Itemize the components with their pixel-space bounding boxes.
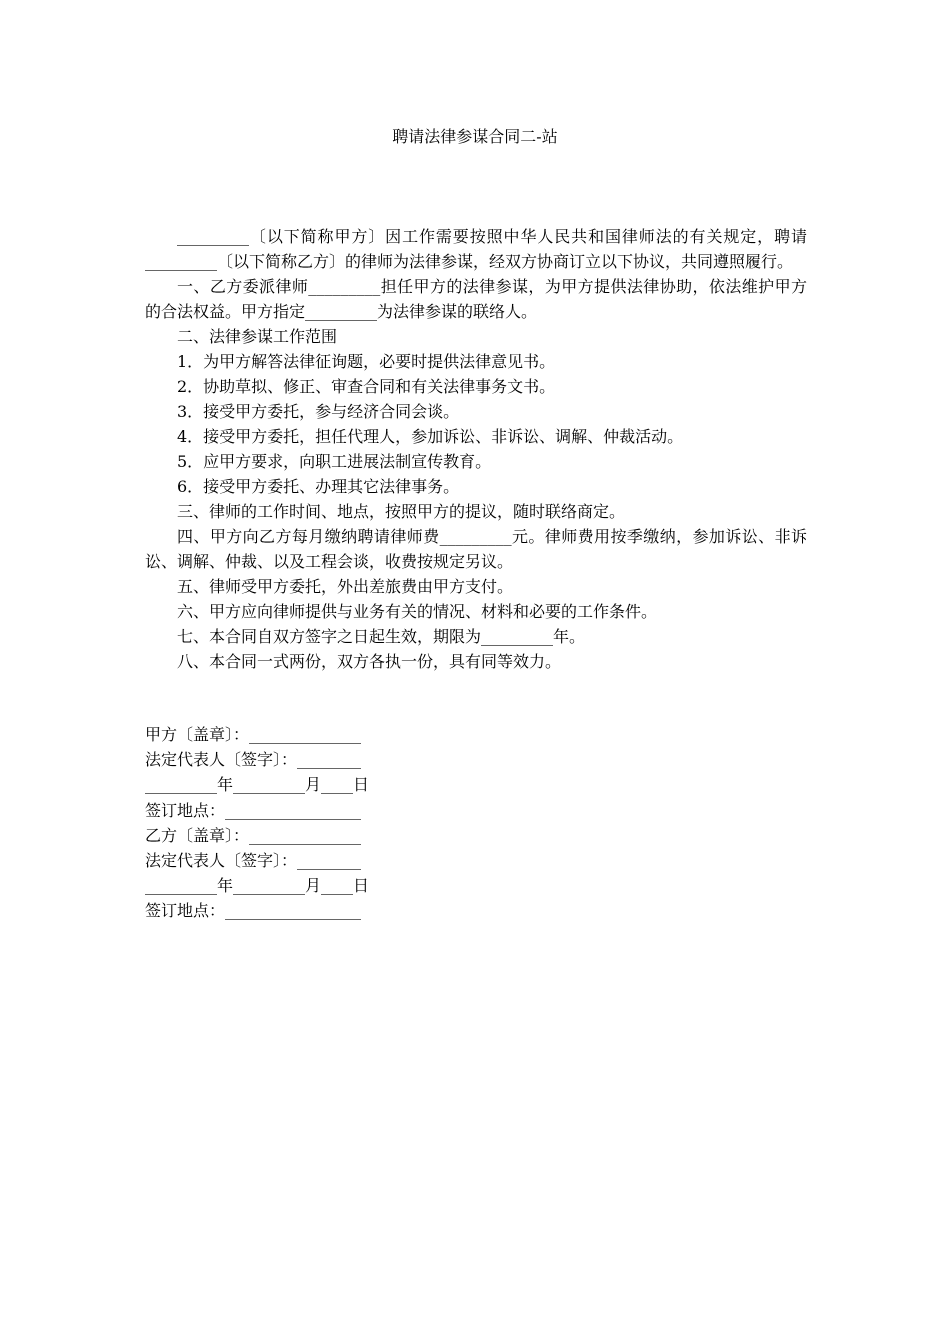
clause-3: 三、律师的工作时间、地点，按照甲方的提议，随时联络商定。 [177,502,626,521]
scope-item-4: 4．接受甲方委托，担任代理人，参加诉讼、非诉讼、调解、仲裁活动。 [177,427,684,446]
clause-2-heading: 二、法律参谋工作范围 [177,327,338,346]
clause-7: 七、本合同自双方签字之日起生效，期限为_________年。 [177,627,586,646]
intro-paragraph: _________〔以下简称甲方〕因工作需要按照中华人民共和国律师法的有关规定，聘请_________〔以下简称乙方〕的律师为法律参谋，经双方协商订立以下协议，共同遵照履行。 [145,227,807,271]
party-b-representative-line: 法定代表人〔签字〕：________ [145,851,362,871]
clause-5: 五、律师受甲方委托，外出差旅费由甲方支付。 [177,577,514,596]
party-a-seal-line: 甲方〔盖章〕：______________ [145,725,362,744]
clause-4: 四、甲方向乙方每月缴纳聘请律师费_________元。律师费用按季缴纳，参加诉讼、非诉讼、调解、仲裁、以及工程会谈，收费按规定另议。 [145,527,807,571]
signature-block [145,722,369,924]
document-title: 聘请法律参谋合同二-站 [392,127,558,146]
clause-8: 八、本合同一式两份，双方各执一份，具有同等效力。 [177,652,562,671]
contract-body [145,224,807,674]
party-b-date-line: _________年_________月____日 [145,876,370,896]
party-b-place-line: 签订地点：_________________ [145,901,362,921]
party-a-representative-line: 法定代表人〔签字〕：________ [145,750,362,770]
party-a-place-line: 签订地点：_________________ [145,800,362,820]
scope-item-5: 5．应甲方要求，向职工进展法制宣传教育。 [177,452,492,471]
scope-item-2: 2．协助草拟、修正、审查合同和有关法律事务文书。 [177,377,556,396]
scope-item-6: 6．接受甲方委托、办理其它法律事务。 [177,477,460,496]
clause-6: 六、甲方应向律师提供与业务有关的情况、材料和必要的工作条件。 [177,602,658,621]
clause-1: 一、乙方委派律师_________担任甲方的法律参谋，为甲方提供法律协助，依法维护甲方的合法权益。甲方指定_________为法律参谋的联络人。 [145,277,807,321]
party-a-date-line: _________年_________月____日 [145,775,370,795]
scope-item-3: 3．接受甲方委托，参与经济合同会谈。 [177,402,460,421]
party-b-seal-line: 乙方〔盖章〕：______________ [145,825,362,845]
scope-item-1: 1．为甲方解答法律征询题，必要时提供法律意见书。 [177,352,556,371]
